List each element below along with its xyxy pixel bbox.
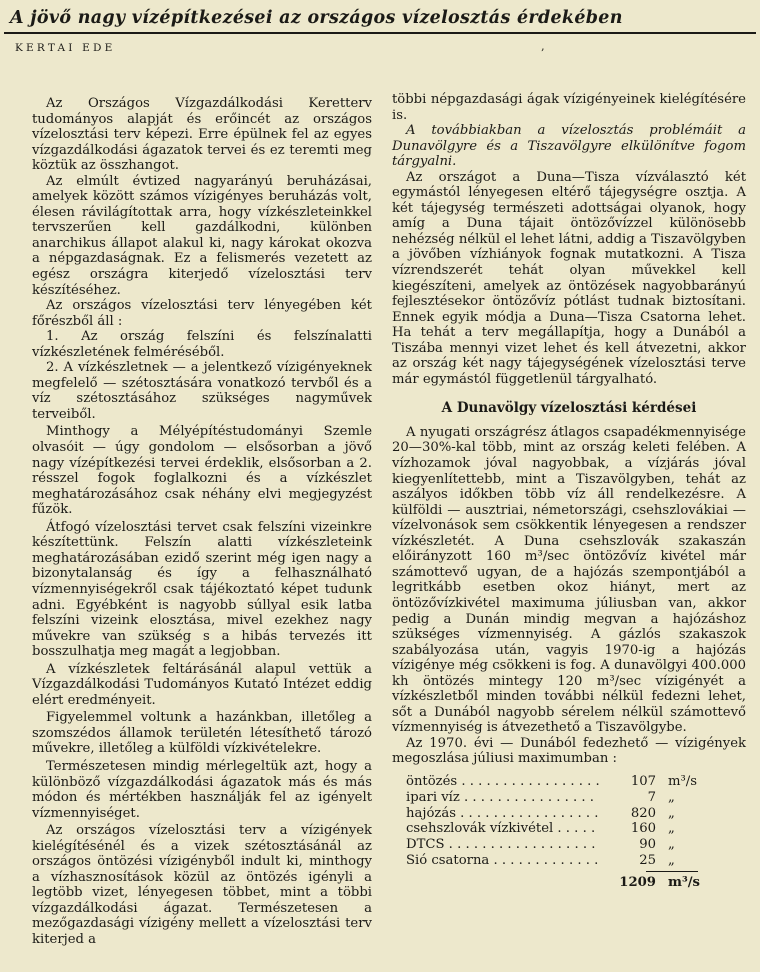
table-row — [392, 774, 746, 790]
water-demand-table — [392, 774, 746, 891]
paragraph: Az Országos Vízgazdálkodási Keretterv tudományos alapját és erőincét az országos vízelosztási terv képezi. Erre épülnek fel az egyes vízgazdálkodási ágazatok tervei és ez teremti meg köztük az összhangot. — [32, 96, 372, 174]
table-unit: „ — [668, 837, 675, 853]
paragraph: Az országos vízelosztási terv lényegében két főrészből áll : — [32, 298, 372, 329]
list-item-2: 2. A vízkészletnek — a jelentkező vízigényeknek megfelelő — szétosztására vonatkozó tervből és a víz szétosztásához szükséges nagyművek terveiből. — [32, 360, 372, 422]
table-total-row — [392, 875, 746, 891]
table-unit: m³/s — [668, 773, 698, 789]
paragraph: Figyelemmel voltunk a hazánkban, illetőleg a szomszédos államok területén létesíthető tározó művekre, illetőleg a külföldi vízkivételekre. — [32, 710, 372, 757]
paragraph: A vízkészletek feltárásánál alapul vettük a Vízgazdálkodási Tudományos Kutató Intézet eddig elért eredményeit. — [32, 661, 372, 708]
sum-rule — [646, 871, 698, 872]
table-row — [392, 806, 746, 822]
paragraph: A nyugati országrész átlagos csapadékmennyisége 20—30%-kal több, mint az ország keleti felében. A vízhozamok jóval nagyobbak, a vízjárás jóval kiegyenlítettebb, mint a Tiszavölgyben, tehát az aszályos időkben több víz áll rendelkezésre. A külföldi — ausztriai, németországi, csehszlovákiai — vízelvonások sem csökkentik lényegesen a rendszer vízkészletét. A Duna csehszlovák szakaszán előirányzott 160 m³/sec öntözővíz kivétel már számottevő ugyan, de a hajózás szempontjából a legritkább esetben okoz hiányt, mert az öntözővízkivétel maximuma júliusban van, akkor pedig a Dunán mindig megvan a hajózáshoz szükséges vízmennyiség. A gázlós szakaszok szabályozása után, vagyis 1970-ig a hajózás vízigénye még csökkeni is fog. A dunavölgyi 400.000 kh öntözés mintegy 120 m³/sec vízigényét a vízkészletből minden további nélkül fedezni lehet, sőt a Dunából nagyobb sérelem nélkül számottevő vízmennyiség is átvezethető a Tiszavölgybe. — [392, 424, 746, 736]
paragraph: Az 1970. évi — Dunából fedezhető — vízigények megoszlása júliusi maximumban : — [392, 735, 746, 767]
table-unit: „ — [668, 789, 675, 805]
table-row — [392, 837, 746, 853]
table-label: csehszlovák vízkivétel . . . . . — [406, 821, 596, 837]
stray-mark: ‚ — [541, 40, 545, 53]
paragraph: Minthogy a Mélyépítéstudományi Szemle olvasóit — úgy gondolom — elsősorban a jövő nagy vízépítkezési tervei érdeklik, elsősorban a 2. résszel fogok foglalkozni és a vízkészlet meghatározásához csak néhány elvi megjegyzést fűzök. — [32, 424, 372, 518]
table-label: öntözés . . . . . . . . . . . . . . . . . — [406, 773, 600, 789]
total-value: 1209 — [619, 874, 656, 890]
table-value: 820 — [630, 805, 656, 821]
paragraph: Az országos vízelosztási terv a vízigények kielégítésénél és a vizek szétosztásánál az országos öntözési vízigényből indult ki, minthogy a vízhasznosítások közül az öntözés igényli a legtöbb vizet, lényegesen többet, mint a többi vízgazdálkodási ágazat. Természetesen a mezőgazdasági vízigény mellett a vízelosztási terv kiterjed a — [32, 823, 372, 947]
table-value: 107 — [630, 773, 656, 789]
paragraph: Az elmúlt évtized nagyarányú beruházásai, amelyek között számos vízigényes beruházás volt, élesen rávilágítottak arra, hogy vízkészleteinkkel tervszerűen kell gazdálkodni, különben anarchikus állapot alakul ki, nagy károkat okozva a népgazdaságnak. Ez a felismerés vezetett az egész országra kiterjedő vízelosztási terv készítéséhez. — [32, 173, 372, 298]
table-unit: „ — [668, 821, 675, 837]
table-label: hajózás . . . . . . . . . . . . . . . . . — [406, 805, 599, 821]
title-rule — [4, 32, 756, 34]
table-value: 160 — [630, 821, 656, 837]
paragraph: Természetesen mindig mérlegeltük azt, hogy a különböző vízgazdálkodási ágazatok más és más módon és mértékben használják fel az igényelt vízmennyiséget. — [32, 758, 372, 821]
paragraph-continued: többi népgazdasági ágak vízigényeinek kielégítésére is. — [392, 92, 746, 123]
table-value: 25 — [639, 852, 656, 868]
italic-paragraph: A továbbiakban a vízelosztás problémáit a Dunavölgyre és a Tiszavölgyre elkülönítve fogom tárgyalni. — [392, 123, 746, 170]
table-value: 90 — [639, 837, 656, 853]
section-heading: A Dunavölgy vízelosztási kérdései — [441, 400, 697, 417]
article-title: A jövő nagy vízépítkezései az országos vízelosztás érdekében — [10, 8, 623, 28]
table-row — [392, 790, 746, 806]
table-value: 7 — [647, 789, 656, 805]
total-unit: m³/s — [668, 874, 700, 890]
table-unit: „ — [668, 805, 675, 821]
paragraph: Az országot a Duna—Tisza vízválasztó két egymástól lényegesen eltérő tájegységre osztja. A két tájegység természeti adottságai olyanok, hogy amíg a Duna tájait öntözővízzel különösebb nehézség nélkül el lehet látni, addig a Tiszavölgyben a jövőben vízhiányok fognak mutatkozni. A Tisza vízrendszerét tehát olyan művekkel kell kiegészíteni, amelyek az öntözések nagyobbarányú fejlesztésekor öntözővíz pótlást tudnak biztosítani. Ennek egyik módja a Duna—Tisza Csatorna lehet. Ha tehát a terv megállapítja, hogy a Dunából a Tiszába mennyi vizet lehet és kell átvezetni, akkor az ország két nagy tájegységének vízelosztási terve már egymástól függetlenül tárgyalható. — [392, 169, 746, 387]
left-column — [32, 96, 372, 948]
author-name: KERTAI EDE — [15, 42, 116, 54]
right-column — [392, 92, 746, 891]
paragraph: Átfogó vízelosztási tervet csak felszíni vizeinkre készítettünk. Felszín alatti vízkészleteink meghatározásában ezidő szerint még igen nagy a bizonytalanság és így a felhasználható vízmennyiségekről csak tájékoztató képet tudunk adni. Egyébként is nagyobb súllyal esik latba felszíni vizeink elosztása, mivel ezekhez nagy művekre van szükség s a hibás tervezés itt bosszulhatja meg magát a legjobban. — [32, 519, 372, 660]
table-label: Sió csatorna . . . . . . . . . . . . . — [406, 852, 599, 868]
table-unit: „ — [668, 852, 675, 868]
list-item-1: 1. Az ország felszíni és felszínalatti vízkészletének felméréséből. — [32, 329, 372, 360]
table-row — [392, 853, 746, 869]
table-label: ipari víz . . . . . . . . . . . . . . . . — [406, 789, 594, 805]
table-label: DTCS . . . . . . . . . . . . . . . . . . — [406, 837, 596, 853]
table-row — [392, 821, 746, 837]
